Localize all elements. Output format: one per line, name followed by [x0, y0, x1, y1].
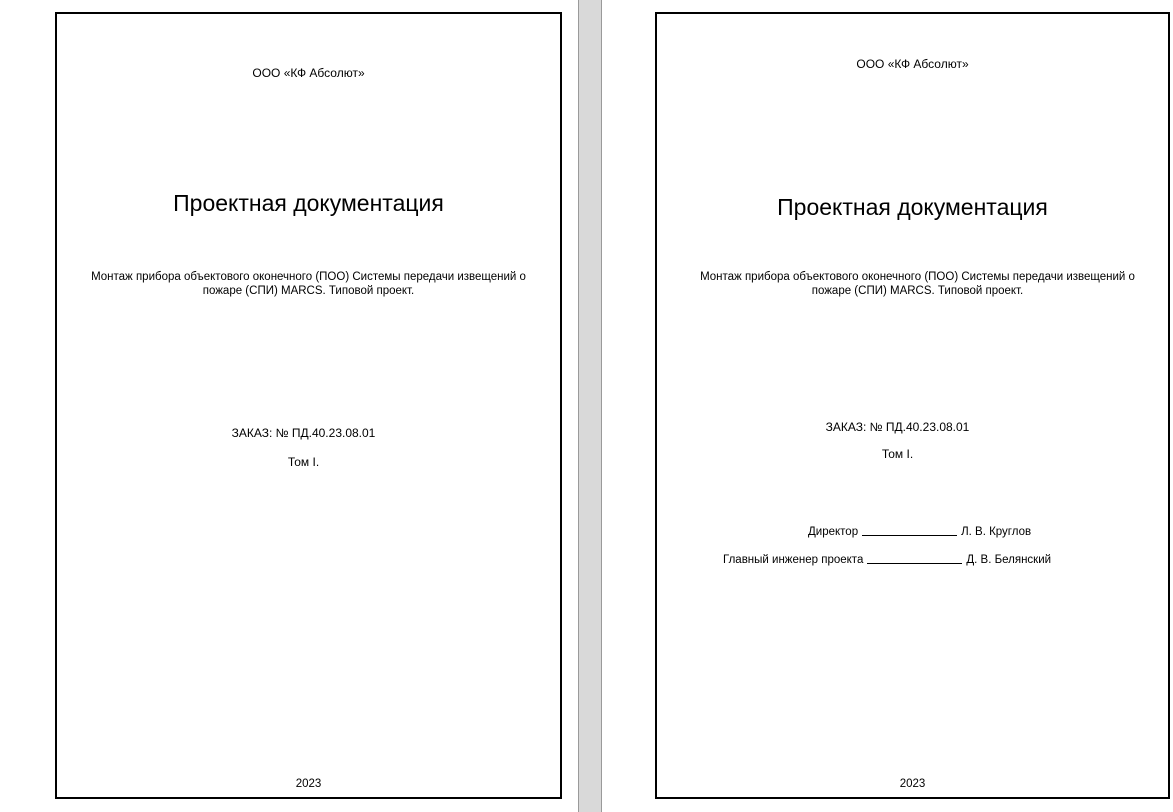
signature-row-chief-engineer	[723, 554, 1051, 566]
document-description: Монтаж прибора объектового оконечного (ПОО) Системы передачи извещений о пожаре (СПИ) MARCS. Типовой проект.	[91, 271, 526, 297]
signature-name: Д. В. Белянский	[966, 554, 1052, 566]
document-year: 2023	[295, 778, 322, 790]
document-year: 2023	[899, 778, 926, 790]
signature-line	[862, 535, 957, 536]
order-number: ЗАКАЗ: № ПД.40.23.08.01	[825, 420, 970, 434]
company-name: ООО «КФ Абсолют»	[252, 66, 365, 80]
signature-name: Л. В. Круглов	[961, 526, 1032, 538]
volume-label: Том I.	[287, 455, 320, 469]
document-description: Монтаж прибора объектового оконечного (ПОО) Системы передачи извещений о пожаре (СПИ) MARCS. Типовой проект.	[700, 271, 1135, 297]
signature-role: Директор	[808, 526, 859, 538]
page-border-frame	[55, 12, 562, 799]
document-title: Проектная документация	[173, 190, 444, 216]
company-name: ООО «КФ Абсолют»	[856, 57, 969, 71]
signature-role: Главный инженер проекта	[723, 554, 864, 566]
document-title: Проектная документация	[777, 194, 1048, 220]
signature-line	[867, 563, 962, 564]
document-page-2	[601, 0, 1173, 812]
order-number: ЗАКАЗ: № ПД.40.23.08.01	[231, 426, 376, 440]
page-border-frame	[655, 12, 1170, 799]
signature-row-director	[808, 526, 1031, 538]
document-page-1	[0, 0, 579, 812]
volume-label: Том I.	[881, 447, 914, 461]
